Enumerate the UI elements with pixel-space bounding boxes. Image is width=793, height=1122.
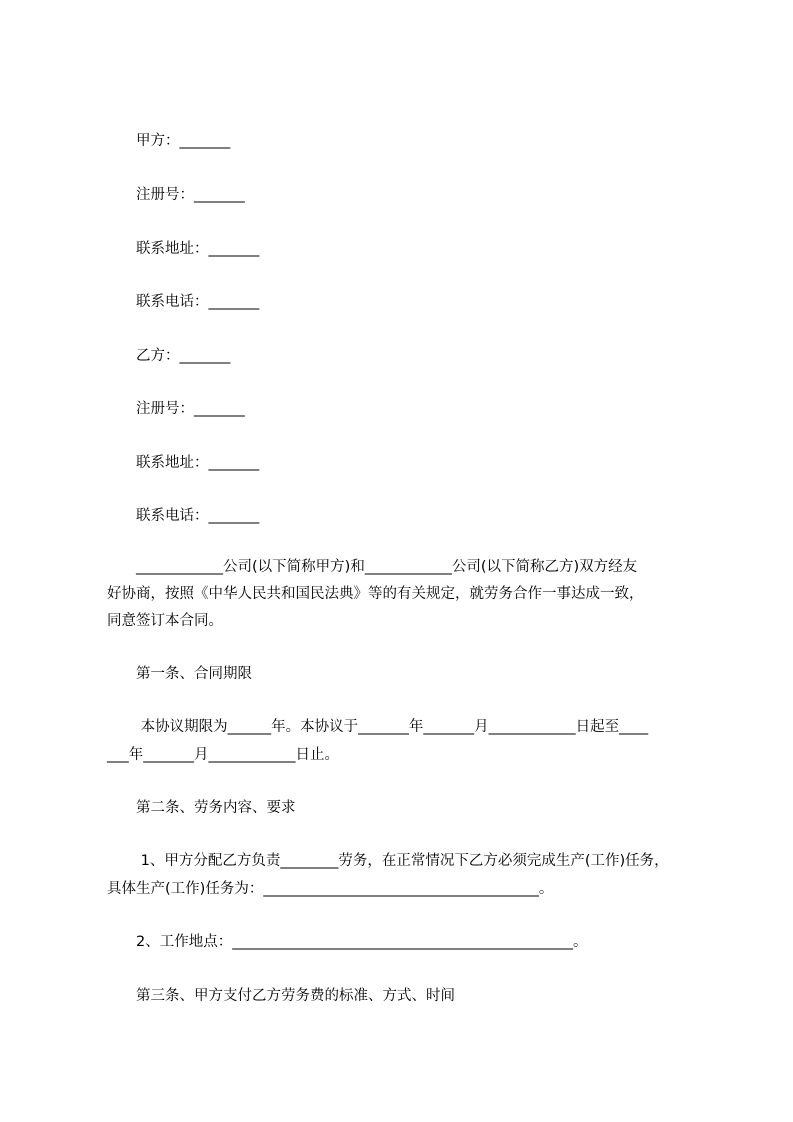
party-b-phone: 联系电话：_______ [136, 508, 260, 524]
article-1-line-2: ___年_______月____________日止。 [107, 747, 339, 763]
preamble-line-1: ____________公司(以下简称甲方)和____________公司(以下简称乙方)双方经友 [136, 559, 638, 575]
article-2-item-2: 2、工作地点：_______________________________________________。 [136, 934, 588, 950]
article-2-item-1-line-1: 1、甲方分配乙方负责________劳务，在正常情况下乙方必须完成生产(工作)任务， [136, 853, 669, 869]
party-b-registration: 注册号：_______ [136, 401, 245, 417]
preamble-line-3: 同意签订本合同。 [107, 613, 223, 629]
article-2-heading: 第二条、劳务内容、要求 [136, 800, 296, 816]
preamble-line-2: 好协商，按照《中华人民共和国民法典》等的有关规定，就劳务合作一事达成一致， [107, 586, 644, 602]
party-a-registration: 注册号：_______ [136, 187, 245, 203]
party-a-name: 甲方：_______ [136, 133, 231, 149]
party-b-name: 乙方：_______ [136, 348, 231, 364]
party-b-address: 联系地址：_______ [136, 455, 260, 471]
article-1-heading: 第一条、合同期限 [136, 666, 252, 682]
article-3-heading: 第三条、甲方支付乙方劳务费的标准、方式、时间 [136, 988, 455, 1004]
party-a-phone: 联系电话：_______ [136, 294, 260, 310]
article-1-line-1: 本协议期限为______年。本协议于_______年_______月____________日起至____ [136, 719, 649, 735]
party-a-address: 联系地址：_______ [136, 241, 260, 257]
article-2-item-1-line-2: 具体生产(工作)任务为：______________________________________。 [107, 881, 554, 897]
